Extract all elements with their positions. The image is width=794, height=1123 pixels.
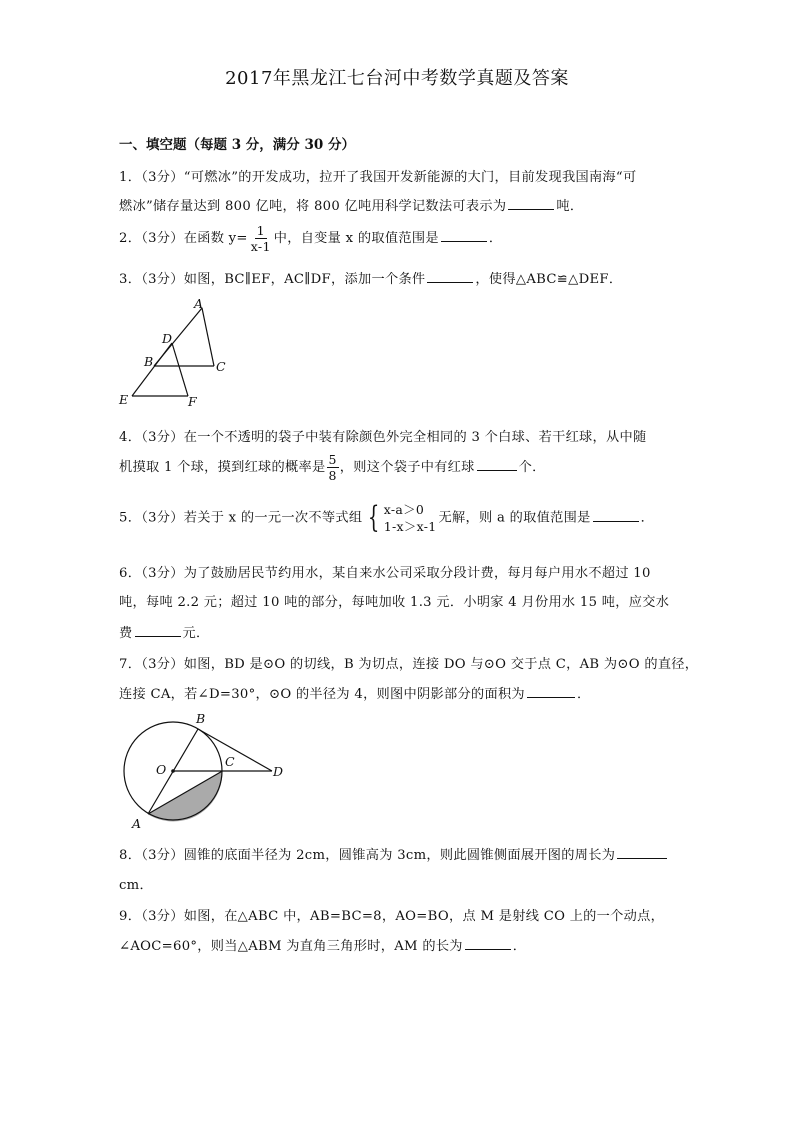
label-F: F xyxy=(188,394,197,409)
q7-circle-figure xyxy=(112,708,292,833)
label-A: A xyxy=(132,816,142,831)
answer-blank xyxy=(135,624,181,637)
q9-line2: ∠AOC=60°，则当△ABM 为直角三角形时，AM 的长为 ． xyxy=(119,939,527,954)
label-D: D xyxy=(273,764,284,779)
answer-blank xyxy=(427,270,473,283)
answer-blank xyxy=(617,846,667,859)
section-heading: 一、填空题（每题 3 分，满分 30 分） xyxy=(119,137,355,153)
label-C: C xyxy=(225,754,235,769)
answer-blank xyxy=(477,458,517,471)
q3-triangle-figure xyxy=(110,296,240,411)
shaded-region xyxy=(148,771,222,822)
label-C: C xyxy=(216,359,226,374)
fraction: $\frac{5}{8}$ xyxy=(328,452,337,483)
q9-line1: 9．（3分）如图，在△ABC 中，AB=BC=8，AO=BO，点 M 是射线 CO 上的一个动点， xyxy=(119,909,665,924)
q1-line1: 1．（3分）“可燃冰”的开发成功，拉开了我国开发新能源的大门，目前发现我国南海“可 xyxy=(119,170,637,185)
answer-blank xyxy=(441,229,487,242)
q8-line2: cm． xyxy=(119,878,153,893)
q8-line1: 8．（3分）圆锥的底面半径为 2cm，圆锥高为 3cm，则此圆锥侧面展开图的周长为 xyxy=(119,844,669,863)
q2-line: 2．（3分）在函数 y= $\frac{1}{x-1}$ 中，自变量 x 的取值范围是 ． xyxy=(119,223,503,254)
inequality-system: { x-a＞0 1-x＞x-1 xyxy=(368,500,437,535)
q3-line: 3．（3分）如图，BC∥EF，AC∥DF，添加一个条件 ，使得△ABC≌△DEF． xyxy=(119,272,623,287)
answer-blank xyxy=(593,509,639,522)
label-B: B xyxy=(144,354,154,369)
label-D: D xyxy=(162,331,173,346)
q7-line1: 7．（3分）如图，BD 是⊙O 的切线，B 为切点，连接 DO 与⊙O 交于点 C，AB 为⊙O 的直径， xyxy=(119,657,699,672)
q4-line1: 4．（3分）在一个不透明的袋子中装有除颜色外完全相同的 3 个白球、若干红球，从中随 xyxy=(119,430,647,445)
label-O: O xyxy=(156,762,167,777)
label-E: E xyxy=(119,392,129,407)
q5-line: 5．（3分）若关于 x 的一元一次不等式组 { x-a＞0 1-x＞x-1 无解，则 a 的取值范围是 ． xyxy=(119,500,655,535)
answer-blank xyxy=(465,937,511,950)
q7-line2: 连接 CA，若∠D=30°，⊙O 的半径为 4，则图中阴影部分的面积为 ． xyxy=(119,687,591,702)
fraction: $\frac{1}{x-1}$ xyxy=(250,223,271,254)
answer-blank xyxy=(527,685,575,698)
q4-line2: 机摸取 1 个球，摸到红球的概率是 $\frac{5}{8}$ ，则这个袋子中有红球 个． xyxy=(119,452,546,483)
q6-line2: 吨，每吨 2.2 元；超过 10 吨的部分，每吨加收 1.3 元．小明家 4 月份用水 15 吨，应交水 xyxy=(119,595,670,610)
label-A: A xyxy=(194,296,204,311)
label-B: B xyxy=(196,711,206,726)
q1-line2: 燃冰”储存量达到 800 亿吨，将 800 亿吨用科学记数法可表示为 吨． xyxy=(119,199,584,214)
page-title: 2017年黑龙江七台河中考数学真题及答案 xyxy=(225,68,569,89)
q6-line3: 费 元． xyxy=(119,626,210,641)
answer-blank xyxy=(508,197,554,210)
q6-line1: 6．（3分）为了鼓励居民节约用水，某自来水公司采取分段计费，每月每户用水不超过 10 xyxy=(119,566,651,581)
